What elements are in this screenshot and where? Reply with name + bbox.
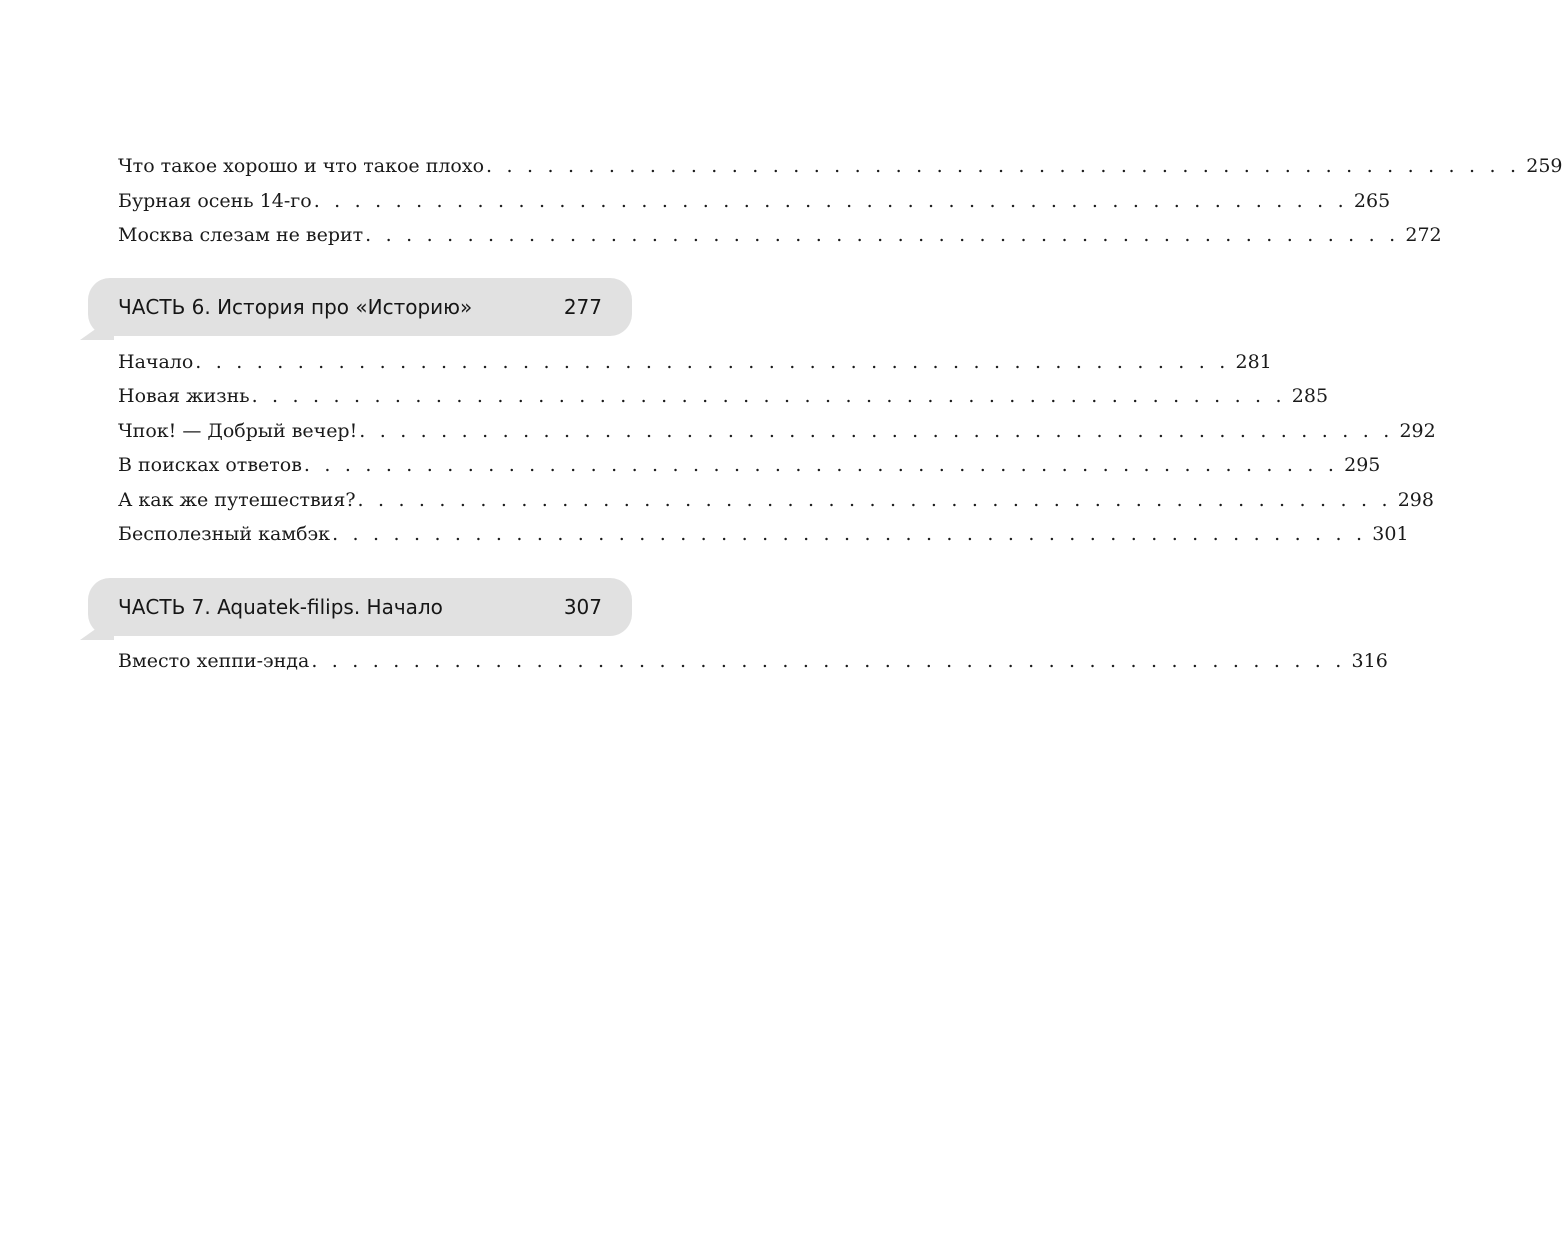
toc-entry[interactable]	[118, 646, 1388, 676]
leader-dots: . . . . . . . . . . . . . . . . . . . . . . . . . . . . . . . . . . . . . . . . . . . . . . . . . . .	[357, 489, 1392, 511]
speech-bubble-tail	[80, 616, 114, 640]
toc-entry-page: 316	[1351, 650, 1388, 672]
leader-dots: . . . . . . . . . . . . . . . . . . . . . . . . . . . . . . . . . . . . . . . . . . . . . . . . . . .	[195, 351, 1230, 373]
toc-entry-title: Что такое хорошо и что такое плохо	[118, 155, 485, 177]
part-page-number: 277	[563, 295, 602, 319]
leader-dots: . . . . . . . . . . . . . . . . . . . . . . . . . . . . . . . . . . . . . . . . . . . . . . . . . . .	[251, 385, 1286, 407]
toc-entry-page: 285	[1291, 385, 1329, 407]
toc-entry-page: 301	[1372, 523, 1409, 545]
leader-dots: . . . . . . . . . . . . . . . . . . . . . . . . . . . . . . . . . . . . . . . . . . . . . . . . . . .	[311, 650, 1346, 672]
toc-entry[interactable]	[118, 485, 1434, 515]
part-page-number: 307	[563, 595, 602, 619]
part-header-6[interactable]	[88, 278, 632, 336]
toc-entry-title: Чпок! — Добрый вечер!	[118, 420, 358, 442]
leader-dots: . . . . . . . . . . . . . . . . . . . . . . . . . . . . . . . . . . . . . . . . . . . . . . . . . . .	[332, 523, 1367, 545]
toc-entry-page: 281	[1235, 351, 1272, 373]
leader-dots: . . . . . . . . . . . . . . . . . . . . . . . . . . . . . . . . . . . . . . . . . . . . . . . . . . .	[486, 155, 1521, 177]
leader-dots: . . . . . . . . . . . . . . . . . . . . . . . . . . . . . . . . . . . . . . . . . . . . . . . . . . .	[303, 454, 1339, 476]
toc-entry-page: 295	[1344, 454, 1381, 476]
toc-entry[interactable]	[118, 347, 1272, 377]
toc-entry[interactable]	[118, 151, 1563, 181]
toc-entry-page: 259	[1526, 155, 1563, 177]
toc-entry-title: Бесполезный камбэк	[118, 523, 331, 545]
toc-entry-title: В поисках ответов	[118, 454, 302, 476]
toc-entry[interactable]	[118, 186, 1391, 216]
toc-entry-title: Вместо хеппи-энда	[118, 650, 310, 672]
leader-dots: . . . . . . . . . . . . . . . . . . . . . . . . . . . . . . . . . . . . . . . . . . . . . . . . . . .	[359, 420, 1394, 442]
toc-entry-page: 292	[1399, 420, 1436, 442]
speech-bubble-tail	[80, 316, 114, 340]
leader-dots: . . . . . . . . . . . . . . . . . . . . . . . . . . . . . . . . . . . . . . . . . . . . . . . . . . .	[365, 224, 1400, 246]
toc-entry[interactable]	[118, 519, 1409, 549]
toc-entry[interactable]	[118, 416, 1436, 446]
toc-entry[interactable]	[118, 450, 1381, 480]
toc-entry[interactable]	[118, 381, 1329, 411]
toc-entry-title: Начало	[118, 351, 194, 373]
toc-entry-title: А как же путешествия?	[118, 489, 356, 511]
toc-entry-page: 265	[1353, 190, 1391, 212]
toc-entry-title: Москва слезам не верит	[118, 224, 364, 246]
toc-entry-title: Новая жизнь	[118, 385, 250, 407]
toc-entry-page: 298	[1397, 489, 1434, 511]
leader-dots: . . . . . . . . . . . . . . . . . . . . . . . . . . . . . . . . . . . . . . . . . . . . . . . . . . .	[313, 190, 1348, 212]
part-title: ЧАСТЬ 6. История про «Историю»	[118, 295, 473, 319]
part-header-7[interactable]	[88, 578, 632, 636]
toc-entry[interactable]	[118, 220, 1442, 250]
toc-entry-title: Бурная осень 14-го	[118, 190, 312, 212]
part-title: ЧАСТЬ 7. Aquatek-filips. Начало	[118, 595, 443, 619]
toc-entry-page: 272	[1405, 224, 1442, 246]
